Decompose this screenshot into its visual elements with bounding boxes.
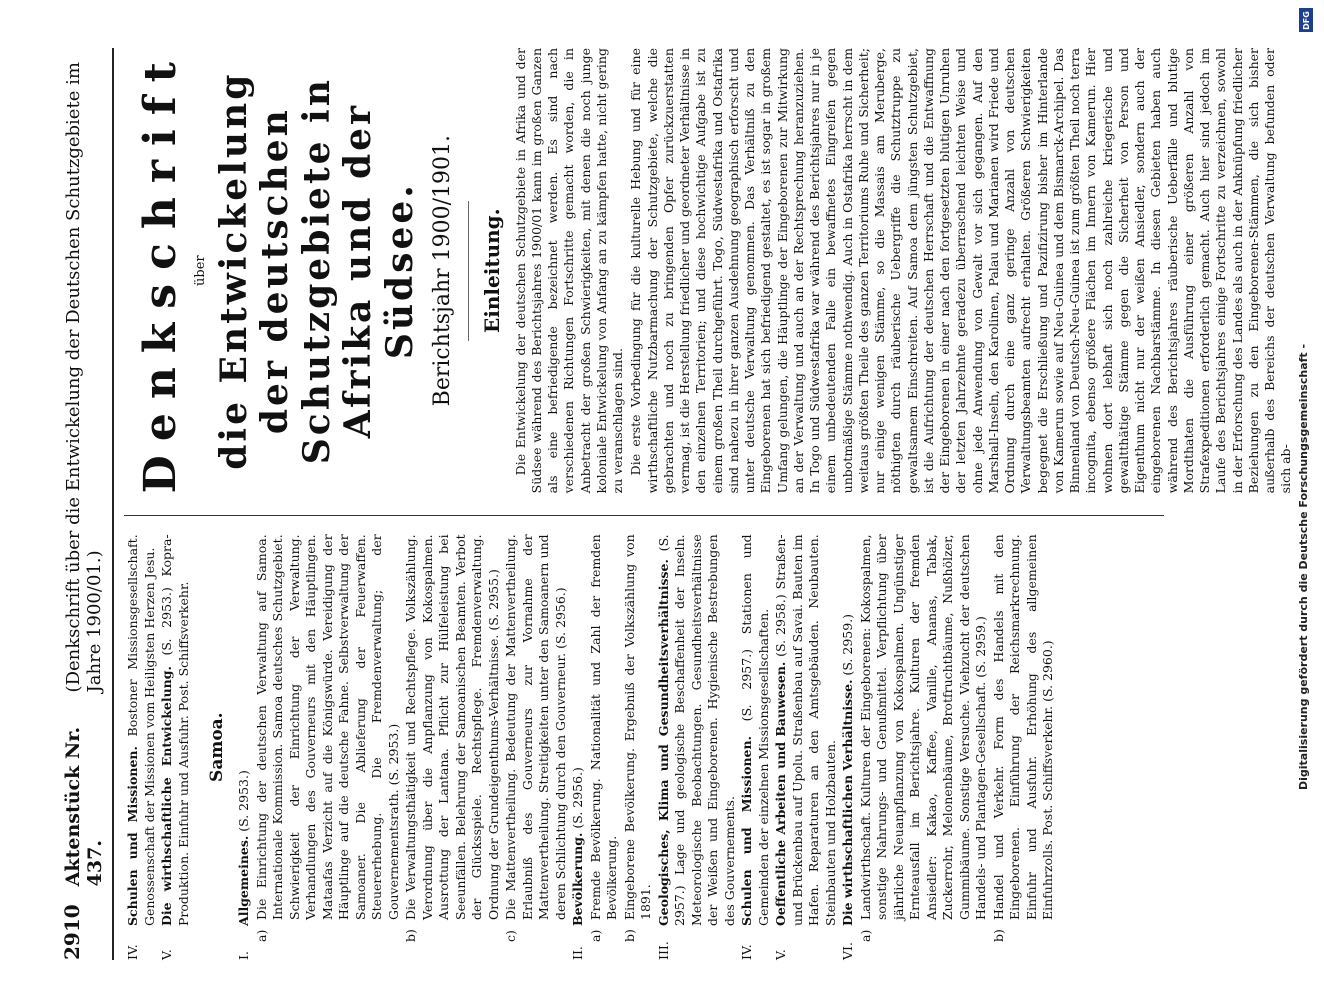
item-heading: Geologisches, Klima und Gesundheitsverhältnisse. [655,559,671,926]
page-number: 2910 [60,904,84,960]
item-number: b) [990,929,1006,942]
item-text: Bostoner Missionsgesellschaft. Genossenschaft der Missionen vom Heiligsten Herzen Jesu. [125,534,157,926]
item-body [254,534,403,920]
dfg-logo-text: DFG [1301,10,1311,30]
item-text: (S. 2957.) Lage und geologische Beschaffenheit der Inseln. Meteorologische Beobachtungen. Gesundheitsverhältnisse der Weißen und Eingeborenen. Hygienische Bestrebungen des Gouvernements. [655,534,737,926]
item-heading: Allgemeines. [236,835,252,926]
memorandum-title: Denkschrift [135,48,186,494]
toc-subentry [403,534,502,942]
toc-subentry [622,534,655,942]
item-heading: Die wirthschaftliche Entwickelung. [159,666,174,926]
toc-subentry [503,534,569,942]
digitization-credit [1297,230,1311,790]
toc-subentry [858,534,990,942]
table-of-contents-column [124,515,1164,960]
introduction-heading: Einleitung. [479,208,504,333]
running-head [60,48,114,960]
item-number: a) [587,929,603,942]
item-heading: Die wirthschaftlichen Verhältnisse. [840,679,856,926]
item-number: II. [570,946,586,960]
item-body [858,534,990,920]
toc-entry [236,534,253,960]
item-body [656,534,739,926]
item-text: Handel und Verkehr. Form des Handels mit den Eingeborenen. Einführung der Reichsmarkrechnung. Einfuhr und Ausfuhr. Erhöhung des allgemeinen Einfuhrzolls. Post. Schiffsverkehr. (S. 2960.) [990,534,1056,920]
item-body [588,534,621,920]
item-body [773,534,839,926]
memorandum-ueber: über [193,255,209,286]
toc-entry [656,534,739,960]
item-text: Eingeborene Bevölkerung. Ergebniß der Volkszählung von 1891. [621,534,654,920]
item-number: IV. [125,944,140,960]
toc-entry [840,534,857,960]
act-number: Aktenstück Nr. 437. [62,726,106,887]
samoa-title: Samoa. [207,712,227,782]
toc-subentry [254,534,403,942]
item-number: a) [857,929,873,942]
item-heading: Schulen und Missionen. [125,746,140,926]
item-text: (S. 2956.) [570,767,586,829]
item-text: (S. 2959.) [840,613,856,676]
item-body [403,534,502,920]
paragraph: Die Entwickelung der deutschen Schutzgebiete in Afrika und der Südsee während des Berichtsjahres 1900/01 kann im großen Ganzen als eine befriedigende bezeichnet werden. Es sind nach verschiedenen Richtungen Fortschritte gemacht worden, die in Anbetracht der großen Schwierigkeiten, mit denen die noch junge koloniale Entwickelung von Anfang an zu kämpfen hatte, nicht gering zu veranschlagen sind. [512,48,626,494]
item-number: III. [655,941,671,960]
item-number: a) [253,929,269,942]
toc-entry [739,534,772,960]
item-text: Fremde Bevölkerung. Nationalität und Zahl der fremden Bevölkerung. [587,534,620,920]
item-heading: Bevölkerung. [570,832,586,926]
item-body [840,534,857,926]
item-text: (S. 2958.) Straßen- und Brückenbau auf Upolu. Straßenbau auf Savai. Bauten im Hafen. Reparaturen an den Amtsgebäuden. Neubauten. Steinbauten und Holzbauten. [773,534,838,926]
item-text: Die Verwaltungsthätigkeit und Rechtspflege. Volkszählung. Verordnung über die Anpflanzung von Kokospalmen. Ausrottung der Lantana. Pflicht zur Hülfeleistung bei Seeunfällen. Belehrung der Samoanischen Beamten. Verbot der Glücksspiele. Rechtspflege. Fremdenverwaltung. Ordnung der Grundeigenthums-Verhältnisse. (S. 2955.) [403,534,501,920]
item-number: V. [773,949,789,960]
item-body [991,534,1057,920]
item-text: Landwirthschaft. Kulturen der Eingeborenen: Kokospalmen, sonstige Nahrungs- und Genußmittel. Verpflichtung über jährliche Neuanpflanzung von Kokospalmen. Ungünstiger Ernteausfall im Berichtsjahre. Kulturen der fremden Ansiedler: Kakao, Kaffee, Vanille, Ananas, Tabak, Zuckerrohr, Melonenbäume, Brotfruchtbäume, Nußhölzer, Gummibäume. Sonstige Versuche. Viehzucht der deutschen Handels- und Plantagen-Gesellschaft. (S. 2959.) [857,534,989,920]
item-number: V. [159,949,174,960]
item-number: IV. [739,944,755,960]
running-title: (Denkschrift über die Entwickelung der Deutschen Schutzgebiete im Jahre 1900/01.) [63,62,105,693]
item-text: (S. 2953.) Kopra-Produktion. Einfuhr und Ausfuhr. Post. Schiffsverkehr. [159,534,191,926]
item-heading: Oeffentliche Arbeiten und Bauwesen. [773,661,789,926]
item-text: (S. 2957.) Stationen und Gemeinden der einzelnen Missionsgesellschaften. [739,534,771,926]
item-body [739,534,772,926]
item-text: (S. 2953.) [236,770,252,832]
toc-entry [125,534,158,960]
samoa-contents [236,534,1057,960]
item-number: c) [503,930,519,942]
item-number: I. [236,951,252,960]
memorandum-subtitle-line-2: Schutzgebiete in Afrika und der Südsee. [295,77,421,465]
paragraph: Die erste Vorbedingung für die kulturelle Hebung und für eine wirthschaftliche Nutzbarmachung der Schutzgebiete, welche die gebrachten und noch zu bringenden Opfer zurückzuerstatten vermag, ist die Herstellung friedlicher und geordneter Verhältnisse in den einzelnen Territorien; und diese hochwichtige Aufgabe ist zu einem großen Theil durchgeführt. Togo, Südwestafrika und Ostafrika sind nahezu in ihrer ganzen Ausdehnung geographisch erforscht und unter deutsche Verwaltung genommen. Das Verhältniß zu den Eingeborenen hat sich befriedigend gestaltet, es ist sogar in großem Umfang gelungen, die Häuptlinge der Eingeborenen zur Mitwirkung an der Verwaltung und auch an der Rechtsprechung heranzuziehen. In Togo und Südwestafrika war während des Berichtsjahres nur in je einem unbedeutenden Falle ein bewaffnetes Eingreifen gegen unbotmäßige Stämme nothwendig. Auch in Ostafrika herrscht in dem weitaus größten Theile des ganzen Territoriums Ruhe und Sicherheit; nur einige wenigen Stämme, so die Massais am Meruberge, nöthigten durch räuberische Uebergriffe die Schutztruppe zu gewaltsamem Einschreiten. Auf Samoa dem jüngsten Schutzgebiet, ist die Aufrichtung der deutschen Herrschaft und die Entwaffnung der Eingeborenen in einer nach den fortgesetzten blutigen Unruhen der letzten Jahrzehnte geradezu überraschend leichten Weise und ohne jede Anwendung von Gewalt vor sich gegangen. Auf den Marshall-Inseln, den Karolinen, Palau und Marianen wird Friede und Ordnung durch eine ganz geringe Anzahl von deutschen Verwaltungsbeamten aufrecht erhalten. Größeren Schwierigkeiten begegnet die Erschließung und Pazifizirung bisher im Hinterlande von Kamerun sowie auf Neu-Guinea und dem Bismarck-Archipel. Das Binnenland von Deutsch-Neu-Guinea ist zum größten Theil noch terra incognita, ebenso größere Flächen im Innern von Kamerun. Hier wohnen dort lebhaft sich noch zahlreiche kriegerische und gewaltthätige Stämme gegen die Sicherheit von Person und Eigenthum nicht nur der weißen Ansiedler, sondern auch der eingeborenen Nachbarstämme. In diesen Gebieten haben auch während des Berichtsjahres räuberische Ueberfälle und blutige Mordthaten die Ausführung einer größeren Anzahl von Strafexpeditionen erforderlich gemacht. Auch hier sind jedoch im Laufe des Berichtsjahres einige Fortschritte zu verzeichnen, sowohl in der Erforschung des Landes als auch in der Anknüpfung friedlicher Beziehungen zu den Eingeborenen-Stämmen, die sich bisher außerhalb des Bereichs der deutschen Verwaltung befunden oder sich ab- [628,48,1294,494]
introduction-body [513,48,1295,493]
item-body [622,534,655,920]
item-number: VI. [840,942,856,960]
item-body [503,534,569,920]
divider [468,201,469,341]
item-body [236,534,253,926]
item-number: b) [403,929,419,942]
item-body [570,534,587,926]
toc-entry [773,534,839,960]
toc-entry [570,534,587,960]
item-body [125,534,158,926]
toc-subentry [991,534,1057,942]
report-year: Berichtsjahr 1900/1901. [430,134,456,407]
item-text: Die Mattenvertheilung. Bedeutung der Mattenvertheilung. Erlaubniß des Gouverneurs zur Vornahme der Mattenvertheilung. Streitigkeiten unter den Samoanern und deren Schlichtung durch den Gouverneur. (S. 2956.) [503,534,568,920]
toc-subentry [588,534,621,942]
toc-entry [159,534,192,960]
dfg-logo [1299,8,1313,32]
memorandum-column [124,48,1294,515]
memorandum-subtitle-line-1: die Entwickelung der deutschen [213,71,297,470]
item-text: Die Einrichtung der deutschen Verwaltung auf Samoa. Internationale Kommission. Samoa deutsches Schutzgebiet. Schwierigkeit der Einrichtung der Verwaltung. Verhandlungen des Gouverneurs mit den Häuptlingen. Mataafas Verzicht auf die Königswürde. Vereidigung der Häuptlinge auf die deutsche Fahne. Selbstverwaltung der Samoaner. Die Ablieferung der Feuerwaffen. Steuererhebung. Die Fremdenverwaltung; der Gouvernementsrath. (S. 2953.) [253,534,401,920]
cameroon-section-tail [125,534,192,960]
item-heading: Schulen und Missionen. [739,736,755,926]
credit-text: Digitalisierung gefördert durch die Deutsche Forschungsgemeinschaft - [1297,343,1310,790]
item-body [159,534,192,926]
item-number: b) [621,929,637,942]
